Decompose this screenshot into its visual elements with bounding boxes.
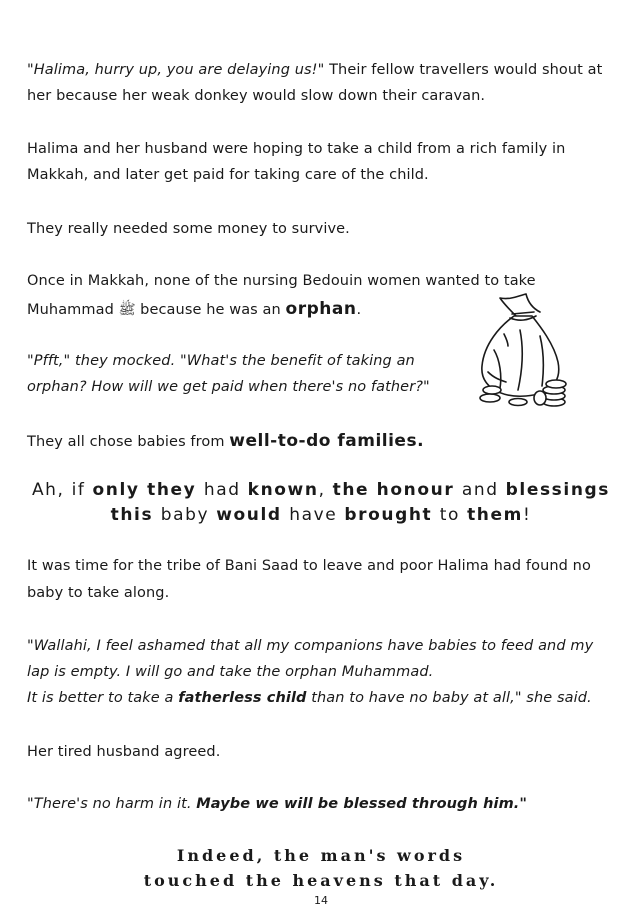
pfft-quote: "Pfft," (27, 353, 71, 369)
paragraph-2-line-2: Makkah, and later get paid for taking care of the child. (27, 167, 429, 183)
text-she-said: than to have no baby at all," she said. (306, 690, 592, 706)
paragraph-6-line-1 (27, 431, 424, 451)
exclamation-word: the (332, 480, 377, 500)
text-chose-babies: They all chose babies from (27, 434, 230, 450)
paragraph-8-line-2: lap is empty. I will go and take the orphan Muhammad. (27, 664, 434, 680)
exclamation-word: them (467, 505, 523, 525)
exclamation-word: baby (160, 505, 217, 525)
paragraph-4-line-1: Once in Makkah, none of the nursing Bedouin women wanted to take (27, 273, 536, 289)
paragraph-1-line-2: her because her weak donkey would slow down their caravan. (27, 88, 486, 104)
text-better-to-take: It is better to take a (27, 690, 179, 706)
mocking-quote: they mocked. "What's the benefit of taking an (70, 353, 415, 369)
paragraph-8-line-3 (27, 690, 592, 706)
money-bag-with-coins-icon (470, 290, 574, 410)
halima-quote: "Halima, hurry up, you are delaying us!" (27, 62, 325, 78)
paragraph-1-line-1 (27, 62, 602, 78)
paragraph-7-line-2: baby to take along. (27, 585, 170, 601)
exclamation-word: only (92, 480, 148, 500)
exclamation-word: this (110, 505, 161, 525)
page-number: 14 (314, 894, 328, 907)
exclamation-word: to (439, 505, 468, 525)
paragraph-10-line-1 (27, 796, 527, 812)
text-muhammad: Muhammad (27, 302, 119, 318)
salawat-seal: ﷺ (118, 302, 136, 318)
text-period: . (356, 302, 362, 318)
narration-text: Their fellow travellers would shout at (324, 62, 603, 78)
exclamation-word: known (247, 480, 319, 500)
paragraph-4-line-2 (27, 299, 361, 321)
exclamation-word: would (216, 505, 290, 525)
exclamation-line-2 (0, 505, 642, 525)
closing-line-1: Indeed, the man's words (176, 846, 466, 865)
paragraph-7-line-1: It was time for the tribe of Bani Saad to leave and poor Halima had found no (27, 558, 591, 574)
exclamation-word: Ah, (31, 480, 72, 500)
emphasis-fatherless-child: fatherless child (178, 690, 307, 706)
paragraph-9-line-1: Her tired husband agreed. (27, 744, 221, 760)
text-no-harm: "There's no harm in it. (27, 796, 197, 812)
emphasis-well-to-do: well-to-do families. (229, 431, 425, 451)
exclamation-line-1 (0, 480, 642, 500)
paragraph-2-line-1: Halima and her husband were hoping to take a child from a rich family in (27, 141, 566, 157)
paragraph-5-line-2: orphan? How will we get paid when there's no father?" (27, 379, 430, 395)
emphasis-orphan: orphan (285, 299, 357, 319)
exclamation-word: ! (522, 505, 532, 525)
text-because: because he was an (135, 302, 286, 318)
exclamation-word: had (203, 480, 248, 500)
closing-line-2: touched the heavens that day. (143, 871, 499, 890)
paragraph-8-line-1: "Wallahi, I feel ashamed that all my companions have babies to feed and my (27, 638, 594, 654)
paragraph-5-line-1 (27, 353, 415, 369)
exclamation-word: honour (376, 480, 462, 500)
exclamation-word: brought (344, 505, 440, 525)
exclamation-word: , (318, 480, 333, 500)
emphasis-blessed: Maybe we will be blessed through him." (196, 796, 528, 812)
exclamation-word: they (147, 480, 204, 500)
exclamation-word: have (289, 505, 345, 525)
paragraph-3-line-1: They really needed some money to survive. (27, 221, 350, 237)
exclamation-word: and (461, 480, 506, 500)
exclamation-word: blessings (505, 480, 611, 500)
exclamation-word: if (71, 480, 93, 500)
